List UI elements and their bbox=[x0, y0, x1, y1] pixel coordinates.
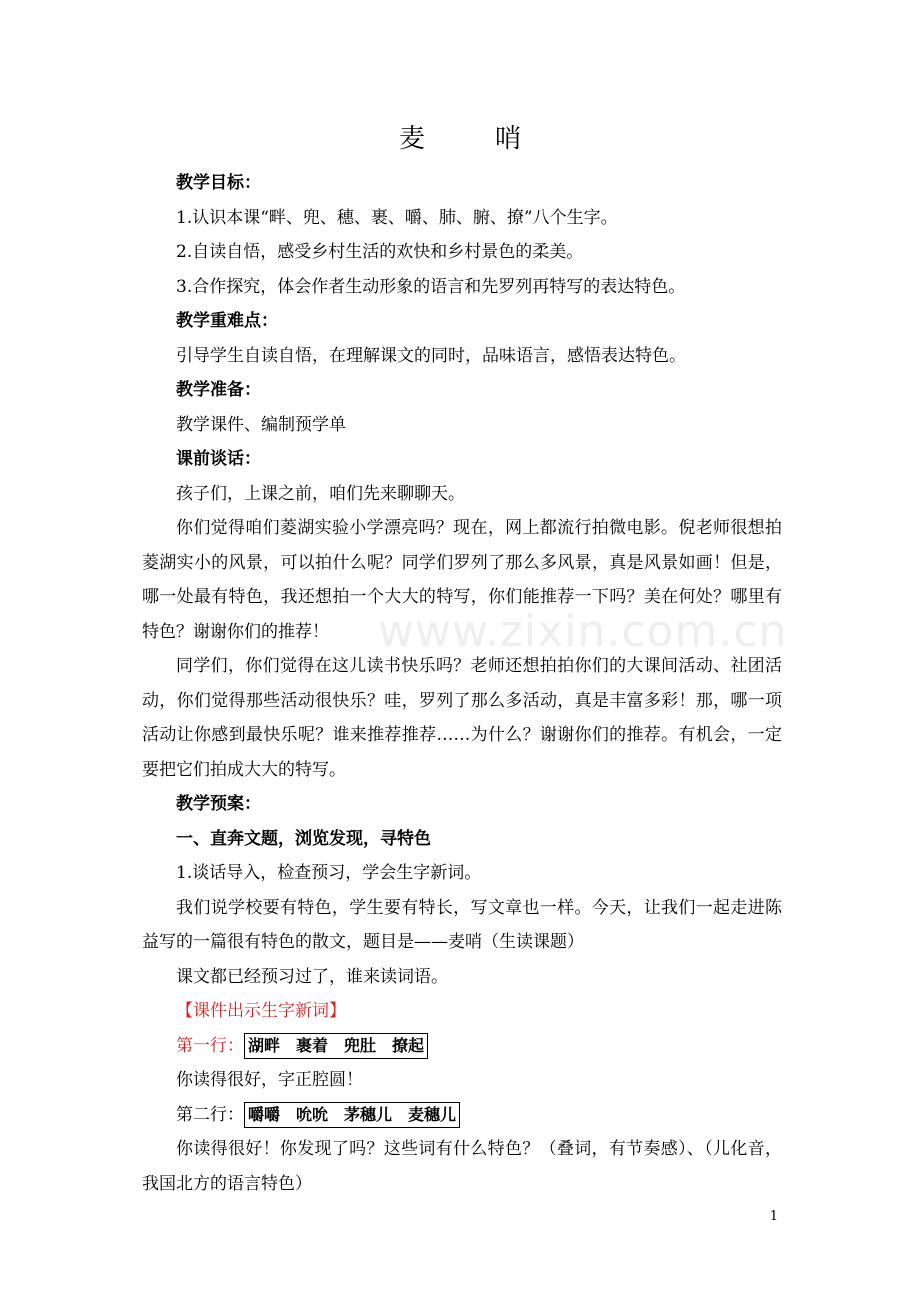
watermark: www.zixin.com.cn bbox=[378, 606, 788, 657]
courseware-note: 【课件出示生字新词】 bbox=[176, 1001, 346, 1021]
preparation-heading: 教学准备： bbox=[176, 380, 261, 400]
goals-heading: 教学目标： bbox=[176, 173, 261, 193]
word-row-1 bbox=[142, 1029, 782, 1064]
vocab-word: 兜肚 bbox=[344, 1036, 377, 1055]
step-one: 1.谈话导入，检查预习，学会生字新词。 bbox=[176, 863, 482, 883]
vocab-word: 裹着 bbox=[296, 1036, 329, 1055]
plan-paragraph: 课文都已经预习过了，谁来读词语。 bbox=[176, 966, 448, 987]
vocab-word: 吮吮 bbox=[296, 1105, 329, 1124]
vocab-word: 茅穗儿 bbox=[344, 1105, 393, 1124]
word-row-2 bbox=[142, 1098, 782, 1133]
pre-class-talk-heading: 课前谈话： bbox=[176, 449, 261, 469]
vocab-word: 麦穗儿 bbox=[408, 1105, 457, 1124]
feedback-1: 你读得很好，字正腔圆！ bbox=[176, 1070, 363, 1090]
talk-paragraph: 孩子们，上课之前，咱们先来聊聊天。 bbox=[176, 483, 465, 504]
page-number: 1 bbox=[769, 1209, 778, 1224]
word-box-2 bbox=[244, 1102, 460, 1128]
word-row-2-label: 第二行： bbox=[176, 1104, 244, 1125]
vocab-word: 嚼嚼 bbox=[248, 1105, 281, 1124]
word-box-1 bbox=[244, 1033, 428, 1059]
talk-paragraph: 你们觉得咱们菱湖实验小学漂亮吗？现在，网上都流行拍微电影。倪老师很想拍菱湖实小的风景，可以拍什么呢？同学们罗列了那么多风景，真是风景如画！但是，哪一处最有特色，我还想拍一个大大的特写，你们能推荐一下吗？美在何处？哪里有特色？谢谢你们的推荐！ bbox=[142, 518, 782, 642]
word-row-1-label: 第一行： bbox=[176, 1035, 244, 1056]
goal-item-1: 1.认识本课“畔、兜、穗、裹、嚼、肺、腑、撩”八个生字。 bbox=[176, 207, 618, 228]
document-title: 麦 哨 bbox=[398, 124, 543, 154]
key-points-heading: 教学重难点： bbox=[176, 311, 278, 331]
lesson-plan-heading: 教学预案： bbox=[176, 794, 261, 814]
preparation-text: 教学课件、编制预学单 bbox=[176, 414, 346, 435]
goal-item-3: 3.合作探究，体会作者生动形象的语言和先罗列再特写的表达特色。 bbox=[176, 276, 686, 297]
feedback-2: 你读得很好！你发现了吗？这些词有什么特色？（叠词，有节奏感）、（儿化音，我国北方的语言特色） bbox=[142, 1139, 782, 1194]
vocab-word: 湖畔 bbox=[248, 1036, 281, 1055]
key-points-text: 引导学生自读自悟，在理解课文的同时，品味语言，感悟表达特色。 bbox=[176, 345, 686, 366]
plan-paragraph: 我们说学校要有特色，学生要有特长，写文章也一样。今天，让我们一起走进陈益写的一篇很有特色的散文，题目是——麦哨（生读课题） bbox=[142, 897, 782, 952]
goal-item-2: 2.自读自悟，感受乡村生活的欢快和乡村景色的柔美。 bbox=[176, 242, 584, 262]
document-body bbox=[142, 166, 782, 1201]
vocab-word: 撩起 bbox=[392, 1036, 425, 1055]
part-one-heading: 一、直奔文题，浏览发现，寻特色 bbox=[176, 828, 431, 849]
talk-paragraph: 同学们，你们觉得在这儿读书快乐吗？老师还想拍拍你们的大课间活动、社团活动，你们觉得那些活动很快乐？哇，罗列了那么多活动，真是丰富多彩！那，哪一项活动让你感到最快乐呢？谁来推荐推荐……为什么？谢谢你们的推荐。有机会，一定要把它们拍成大大的特写。 bbox=[142, 656, 782, 780]
